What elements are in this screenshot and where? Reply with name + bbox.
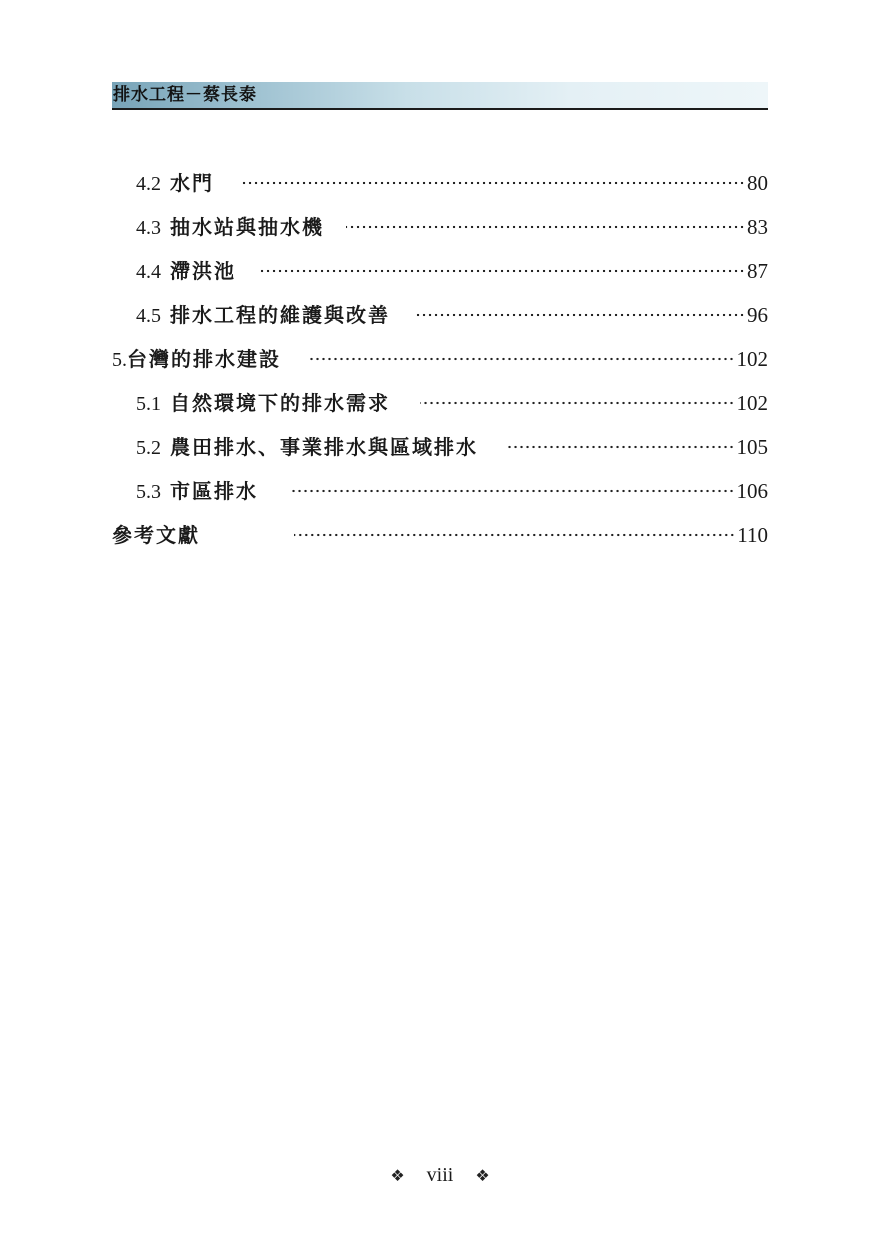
toc-entry-label: 4.3 抽水站與抽水機 [136,214,324,239]
toc-entry[interactable] [112,344,768,374]
toc-entry[interactable] [136,212,768,242]
dot-leader [420,401,735,405]
toc-entry[interactable] [136,432,768,462]
dot-leader [240,181,745,185]
dot-leader [414,313,745,317]
dot-leader [260,269,745,273]
ornament-icon: ❖ [390,1165,405,1185]
dot-leader [307,357,735,361]
toc-page-number: 96 [747,303,768,327]
toc-entry[interactable] [136,256,768,286]
dot-leader [294,533,735,537]
toc-page-number: 102 [736,347,768,371]
toc-entry-label: 4.2 水門 [136,170,214,195]
toc-entry-label: 5.2 農田排水、事業排水與區域排水 [136,434,478,459]
dot-leader [290,489,735,493]
toc-entry[interactable] [136,300,768,330]
dot-leader [346,225,745,229]
toc-page-number: 110 [737,523,768,547]
dot-leader [508,445,735,449]
toc-entry-label: 4.5 排水工程的維護與改善 [136,302,390,327]
toc-page-number: 106 [736,479,768,503]
toc-entry[interactable] [136,476,768,506]
toc-entry[interactable] [136,168,768,198]
page-footer [0,1160,880,1190]
toc-page-number: 80 [747,171,768,195]
toc-entry-label: 5.3 市區排水 [136,478,258,503]
toc-page-number: 87 [747,259,768,283]
page-number: viii [426,1163,454,1186]
running-header-title: 排水工程－蔡長泰 [113,85,257,105]
toc-page-number: 102 [736,391,768,415]
toc-page-number: 105 [736,435,768,459]
toc-entry[interactable] [112,520,768,550]
toc-entry-label: 4.4 滯洪池 [136,258,236,283]
toc-page-number: 83 [747,215,768,239]
toc-entry-label: 5.台灣的排水建設 [112,346,281,371]
ornament-icon: ❖ [475,1165,490,1185]
toc-entry-label: 5.1 自然環境下的排水需求 [136,390,390,415]
toc-entry-label: 參考文獻 [112,523,200,547]
toc-entry[interactable] [136,388,768,418]
